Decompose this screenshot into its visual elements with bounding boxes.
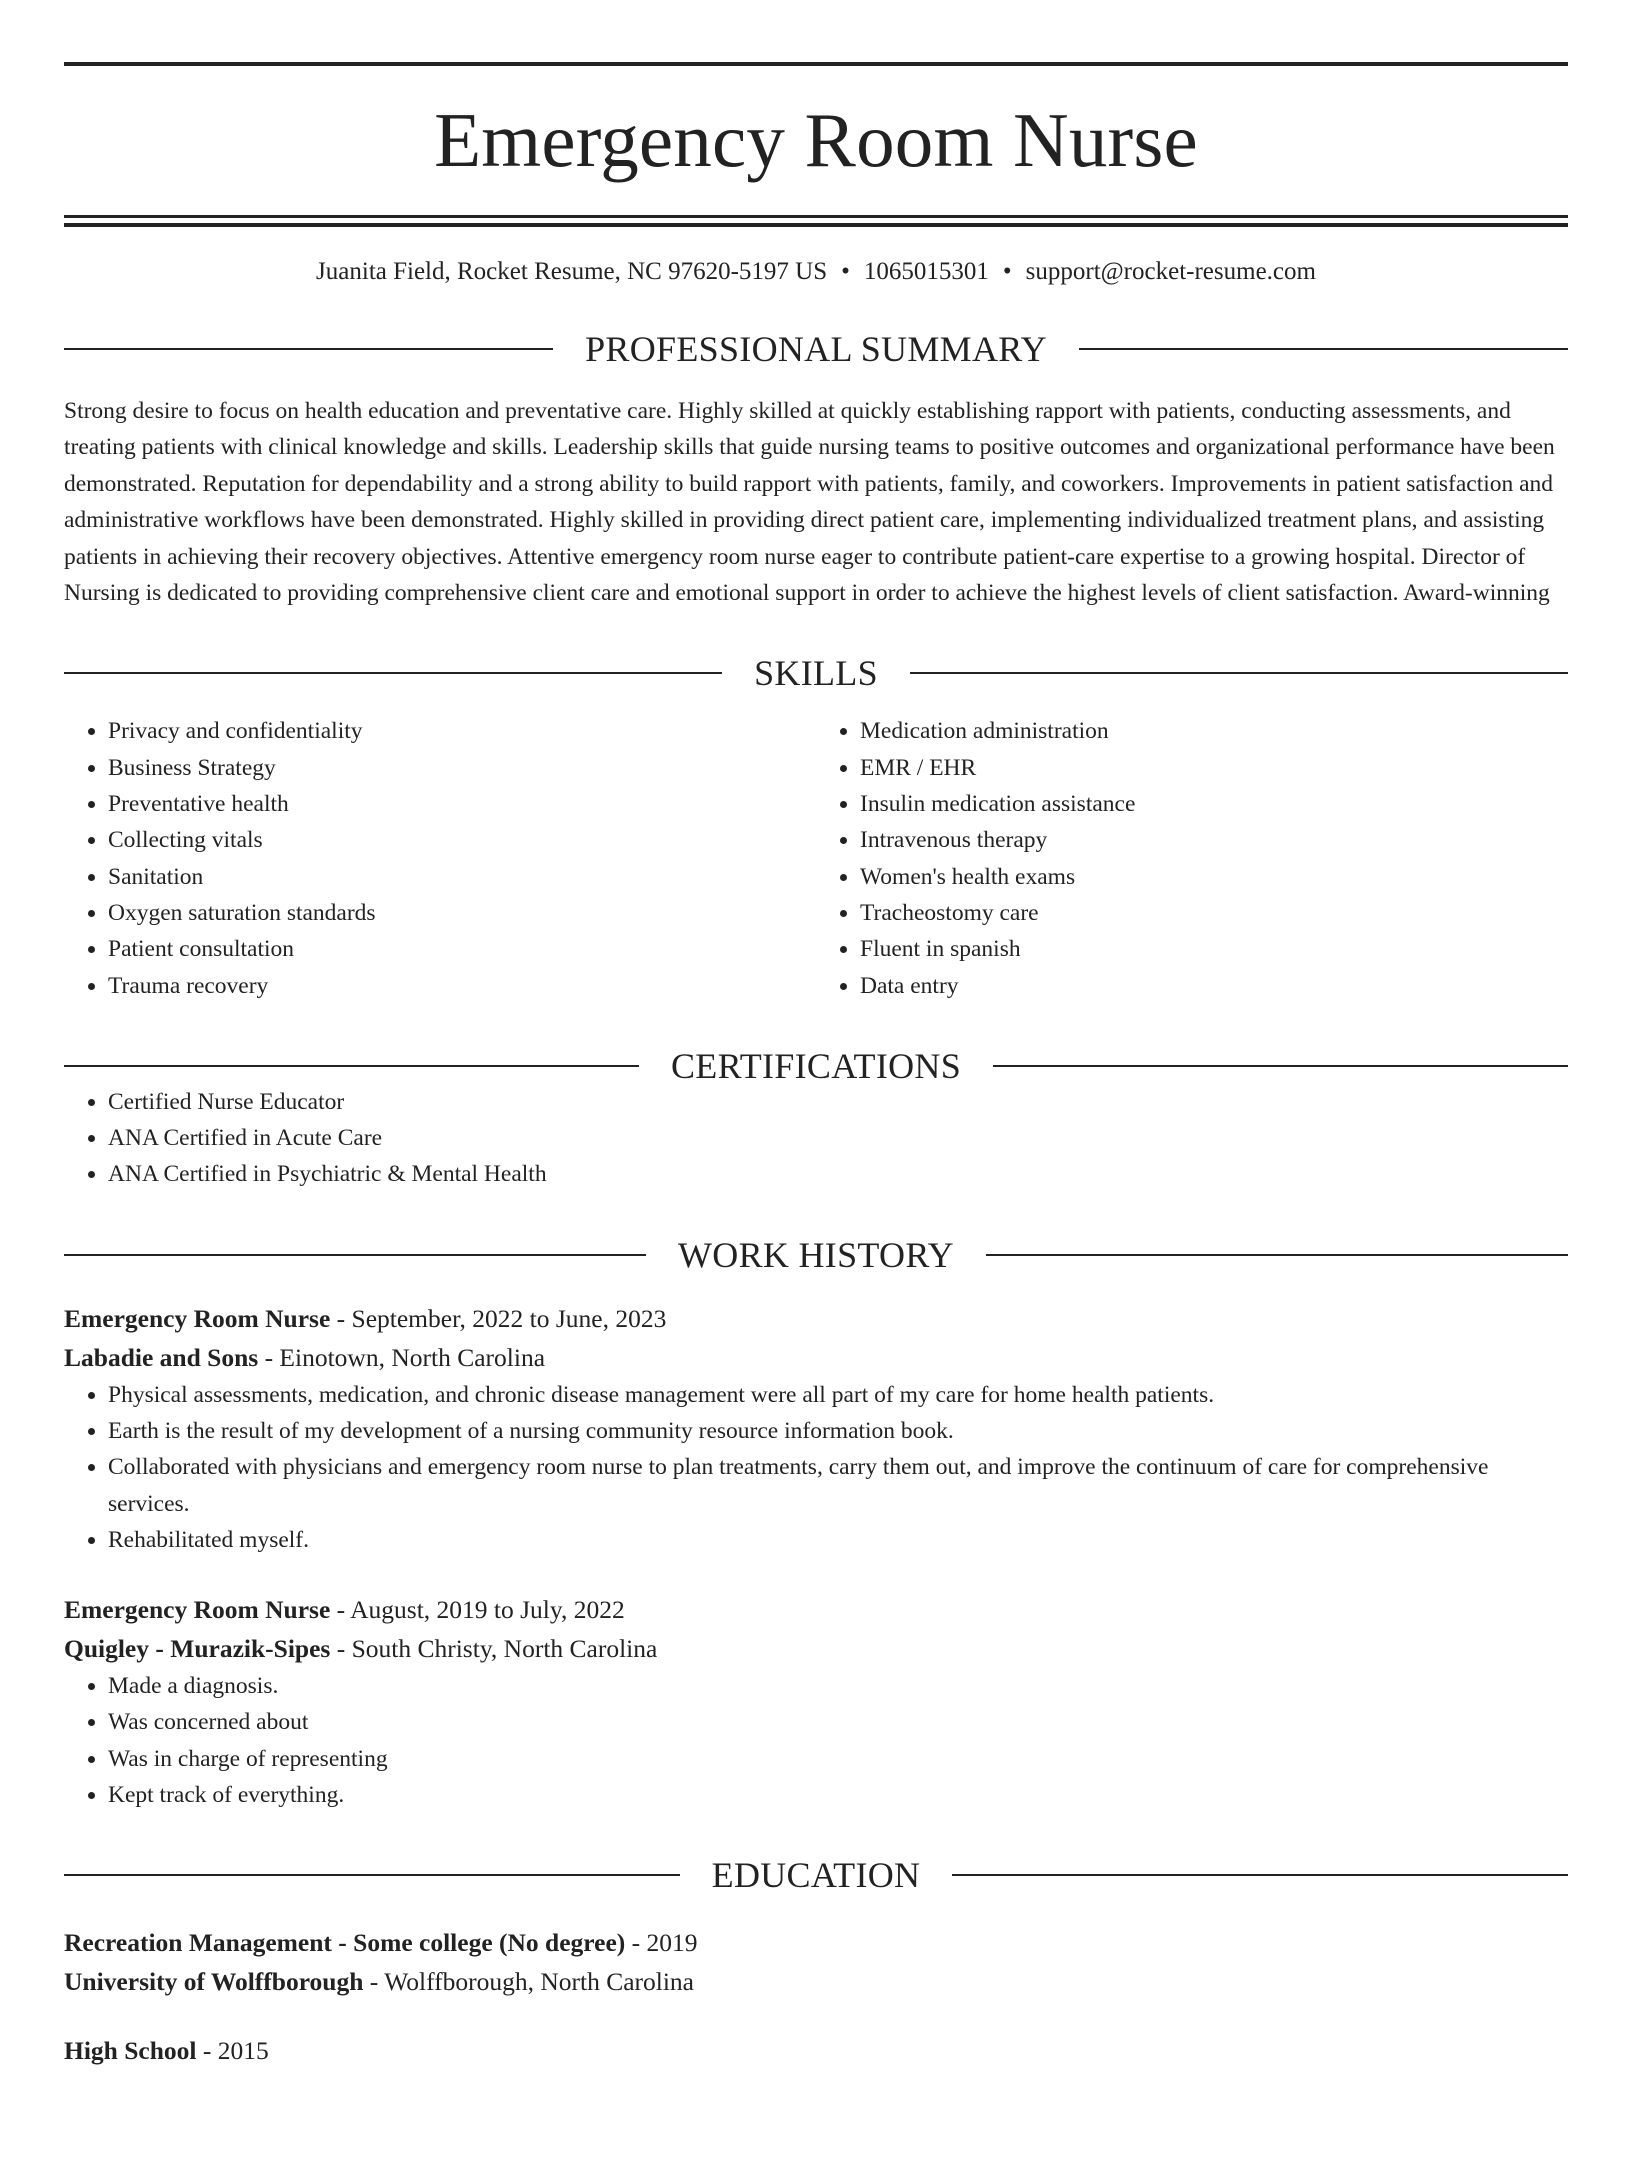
education-entry bbox=[64, 1923, 1568, 2001]
education-degree: Recreation Management - Some college (No degree) bbox=[64, 1928, 626, 1958]
heading-rule bbox=[952, 1874, 1568, 1876]
job-duty-item: • Earth is the result of my development of a nursing community resource information book. bbox=[108, 1413, 1568, 1449]
contact-line bbox=[64, 257, 1568, 287]
job-location: - South Christy, North Carolina bbox=[330, 1634, 658, 1664]
job-duty-item: • Rehabilitated myself. bbox=[108, 1522, 1568, 1558]
skill-item: • Sanitation bbox=[108, 859, 816, 895]
certification-item: • ANA Certified in Acute Care bbox=[108, 1120, 1568, 1156]
education-degree-line bbox=[64, 2031, 1568, 2070]
work-history-heading bbox=[64, 1234, 1568, 1275]
skills-left-column bbox=[64, 713, 816, 1003]
heading-rule bbox=[1079, 348, 1568, 350]
skill-item: • Fluent in spanish bbox=[860, 931, 1568, 967]
skills-heading-title: SKILLS bbox=[754, 653, 878, 694]
heading-rule bbox=[64, 348, 553, 350]
certifications-heading-title: CERTIFICATIONS bbox=[670, 1045, 962, 1086]
job-title-line bbox=[64, 1590, 1568, 1629]
heading-rule bbox=[64, 1065, 639, 1067]
skill-item: • Intravenous therapy bbox=[860, 822, 1568, 858]
education-degree-line bbox=[64, 1923, 1568, 1962]
title-double-rule bbox=[64, 215, 1568, 227]
heading-rule bbox=[64, 1874, 680, 1876]
certification-item: • Certified Nurse Educator bbox=[108, 1084, 1568, 1120]
education-year: - 2015 bbox=[196, 2036, 269, 2066]
education-school: University of Wolffborough bbox=[64, 1967, 364, 1997]
certifications-heading bbox=[64, 1045, 1568, 1086]
heading-rule bbox=[64, 672, 722, 674]
summary-heading-title: PROFESSIONAL SUMMARY bbox=[585, 329, 1047, 369]
contact-phone: 1065015301 bbox=[863, 258, 989, 285]
skill-item: • Tracheostomy care bbox=[860, 895, 1568, 931]
education-location: - Wolffborough, North Carolina bbox=[363, 1967, 695, 1997]
job-employer: Quigley - Murazik-Sipes bbox=[64, 1634, 331, 1664]
skill-item: • Women's health exams bbox=[860, 859, 1568, 895]
skill-item: • Business Strategy bbox=[108, 750, 816, 786]
job-dates: - September, 2022 to June, 2023 bbox=[330, 1303, 667, 1333]
heading-rule bbox=[986, 1254, 1568, 1256]
job-duty-item: • Collaborated with physicians and emergency room nurse to plan treatments, carry them out, and improve the continuum of care for comprehensive services. bbox=[108, 1449, 1568, 1522]
job-employer-line bbox=[64, 1338, 1568, 1377]
job-location: - Einotown, North Carolina bbox=[258, 1342, 546, 1372]
job-duty-item: • Made a diagnosis. bbox=[108, 1668, 1568, 1704]
skill-item: • Data entry bbox=[860, 968, 1568, 1004]
contact-address: Juanita Field, Rocket Resume, NC 97620-5197 US bbox=[316, 258, 828, 285]
job-entry bbox=[64, 1590, 1568, 1813]
job-duty-item: • Physical assessments, medication, and chronic disease management were all part of my care for home health patients. bbox=[108, 1377, 1568, 1413]
certifications-list bbox=[64, 1084, 1568, 1193]
job-employer: Labadie and Sons bbox=[64, 1342, 259, 1372]
job-duties-list bbox=[64, 1377, 1568, 1558]
education-entry bbox=[64, 2031, 1568, 2070]
summary-text: Strong desire to focus on health education and preventative care. Highly skilled at quickly establishing rapport with patients, conducting assessments, and treating patients with clinical knowledge and skills. Leadership skills that guide nursing teams to positive outcomes and organizational performance have been demonstrated. Reputation for dependability and a strong ability to build rapport with patients, family, and coworkers. Improvements in patient satisfaction and administrative workflows have been demonstrated. Highly skilled in providing direct patient care, implementing individualized treatment plans, and assisting patients in achieving their recovery objectives. Attentive emergency room nurse eager to contribute patient-care expertise to a growing hospital. Director of Nursing is dedicated to providing comprehensive client care and emotional support in order to achieve the highest levels of client satisfaction. Award-winning bbox=[64, 398, 1555, 607]
skill-item: • Preventative health bbox=[108, 786, 816, 822]
skills-heading bbox=[64, 653, 1568, 694]
education-degree: High School bbox=[64, 2036, 197, 2066]
contact-email[interactable]: support@rocket-resume.com bbox=[1025, 258, 1316, 285]
job-duty-item: • Was in charge of representing bbox=[108, 1741, 1568, 1777]
summary-heading bbox=[64, 331, 1568, 367]
job-duty-item: • Kept track of everything. bbox=[108, 1777, 1568, 1813]
education-school-line bbox=[64, 1962, 1568, 2001]
job-title: Emergency Room Nurse bbox=[64, 1303, 331, 1333]
contact-separator: • bbox=[1002, 258, 1012, 285]
skill-item: • Trauma recovery bbox=[108, 968, 816, 1004]
skill-item: • Medication administration bbox=[860, 713, 1568, 749]
work-history-heading-title: WORK HISTORY bbox=[678, 1234, 954, 1275]
skill-item: • Privacy and confidentiality bbox=[108, 713, 816, 749]
resume-title: Emergency Room Nurse bbox=[434, 97, 1198, 183]
skills-right-column bbox=[816, 713, 1568, 1003]
skill-item: • Oxygen saturation standards bbox=[108, 895, 816, 931]
skill-item: • Insulin medication assistance bbox=[860, 786, 1568, 822]
job-duty-item: • Was concerned about bbox=[108, 1704, 1568, 1740]
heading-rule bbox=[993, 1065, 1568, 1067]
education-heading bbox=[64, 1855, 1568, 1896]
job-employer-line bbox=[64, 1629, 1568, 1668]
resume-page bbox=[0, 62, 1632, 2174]
job-dates: - August, 2019 to July, 2022 bbox=[330, 1595, 625, 1625]
education-heading-title: EDUCATION bbox=[711, 1855, 921, 1896]
job-entry bbox=[64, 1299, 1568, 1558]
skills-list bbox=[64, 713, 1568, 1003]
certification-item: • ANA Certified in Psychiatric & Mental Health bbox=[108, 1156, 1568, 1192]
job-title: Emergency Room Nurse bbox=[64, 1595, 331, 1625]
job-duties-list bbox=[64, 1668, 1568, 1813]
skill-item: • EMR / EHR bbox=[860, 750, 1568, 786]
education-year: - 2019 bbox=[625, 1928, 698, 1958]
top-rule bbox=[64, 62, 1568, 66]
skill-item: • Collecting vitals bbox=[108, 822, 816, 858]
skill-item: • Patient consultation bbox=[108, 931, 816, 967]
job-title-line bbox=[64, 1299, 1568, 1338]
heading-rule bbox=[64, 1254, 646, 1256]
contact-separator: • bbox=[841, 258, 850, 285]
heading-rule bbox=[910, 672, 1568, 674]
